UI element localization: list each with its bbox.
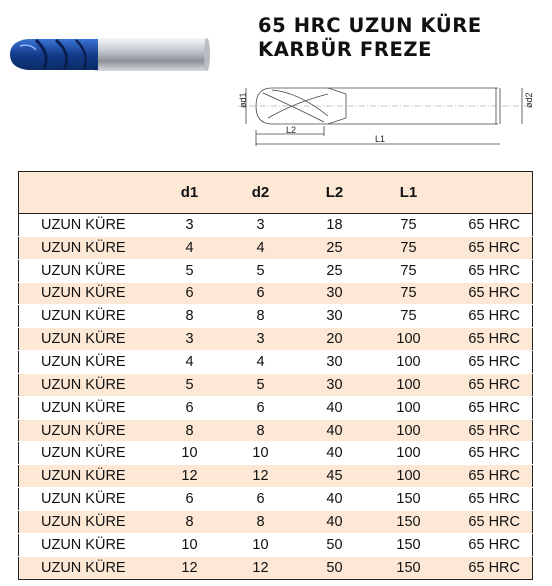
table-row [19, 510, 533, 533]
cell-l2: 30 [297, 305, 373, 328]
table-row [19, 328, 533, 351]
cell-d1: 8 [155, 419, 225, 442]
cell-d2: 10 [225, 533, 297, 556]
table-row [19, 236, 533, 259]
cell-d2: 6 [225, 396, 297, 419]
cell-l2: 40 [297, 488, 373, 511]
cell-d1: 4 [155, 236, 225, 259]
cell-l1: 150 [373, 556, 445, 579]
cell-hardness: 65 HRC [445, 419, 533, 442]
cell-d1: 3 [155, 328, 225, 351]
cell-l2: 40 [297, 396, 373, 419]
table-row [19, 442, 533, 465]
cell-hardness: 65 HRC [445, 396, 533, 419]
end-mill-photo [6, 30, 211, 82]
cell-l1: 100 [373, 396, 445, 419]
cell-d2: 3 [225, 214, 297, 237]
cell-l2: 45 [297, 465, 373, 488]
cell-model: UZUN KÜRE [19, 419, 155, 442]
cell-l2: 25 [297, 259, 373, 282]
cell-l1: 75 [373, 282, 445, 305]
cell-d1: 6 [155, 282, 225, 305]
diagram-d1-label: ød1 [238, 92, 248, 108]
cell-hardness: 65 HRC [445, 236, 533, 259]
diagram-l2-label: L2 [286, 125, 297, 135]
cell-d2: 12 [225, 465, 297, 488]
cell-l1: 100 [373, 419, 445, 442]
cell-l1: 100 [373, 465, 445, 488]
cell-d1: 8 [155, 305, 225, 328]
cell-l2: 50 [297, 533, 373, 556]
cell-d2: 4 [225, 236, 297, 259]
cell-l1: 100 [373, 373, 445, 396]
cell-l2: 40 [297, 442, 373, 465]
cell-model: UZUN KÜRE [19, 488, 155, 511]
diagram-d2-label: ød2 [524, 92, 534, 108]
col-header-d1: d1 [155, 172, 225, 214]
cell-hardness: 65 HRC [445, 282, 533, 305]
cell-d2: 6 [225, 488, 297, 511]
cell-l2: 50 [297, 556, 373, 579]
page-title [258, 14, 482, 62]
cell-d2: 10 [225, 442, 297, 465]
cell-model: UZUN KÜRE [19, 282, 155, 305]
cell-d1: 8 [155, 510, 225, 533]
cell-hardness: 65 HRC [445, 442, 533, 465]
table-row [19, 282, 533, 305]
cell-d1: 6 [155, 488, 225, 511]
col-header-hardness [445, 172, 533, 214]
cell-hardness: 65 HRC [445, 305, 533, 328]
cell-model: UZUN KÜRE [19, 396, 155, 419]
cell-model: UZUN KÜRE [19, 556, 155, 579]
cell-model: UZUN KÜRE [19, 373, 155, 396]
cell-hardness: 65 HRC [445, 488, 533, 511]
cell-model: UZUN KÜRE [19, 259, 155, 282]
cell-hardness: 65 HRC [445, 533, 533, 556]
cell-l2: 30 [297, 351, 373, 374]
table-row [19, 214, 533, 237]
cell-l2: 25 [297, 236, 373, 259]
cell-l1: 100 [373, 328, 445, 351]
cell-model: UZUN KÜRE [19, 442, 155, 465]
col-header-l1: L1 [373, 172, 445, 214]
cell-d1: 5 [155, 259, 225, 282]
title-line-2: KARBÜR FREZE [258, 38, 433, 61]
table-row [19, 373, 533, 396]
table-row [19, 533, 533, 556]
cell-hardness: 65 HRC [445, 328, 533, 351]
cell-l1: 100 [373, 351, 445, 374]
table-row [19, 396, 533, 419]
cell-hardness: 65 HRC [445, 214, 533, 237]
cell-d2: 4 [225, 351, 297, 374]
cell-d2: 5 [225, 373, 297, 396]
spec-table [18, 171, 533, 580]
col-header-d2: d2 [225, 172, 297, 214]
col-header-l2: L2 [297, 172, 373, 214]
cell-l2: 40 [297, 510, 373, 533]
cell-d1: 12 [155, 556, 225, 579]
cell-model: UZUN KÜRE [19, 305, 155, 328]
cell-l1: 150 [373, 488, 445, 511]
cell-model: UZUN KÜRE [19, 236, 155, 259]
table-row [19, 351, 533, 374]
cell-d1: 5 [155, 373, 225, 396]
table-row [19, 465, 533, 488]
table-row [19, 419, 533, 442]
table-row [19, 556, 533, 579]
cell-hardness: 65 HRC [445, 373, 533, 396]
cell-d1: 6 [155, 396, 225, 419]
cell-d2: 12 [225, 556, 297, 579]
cell-d2: 8 [225, 510, 297, 533]
cell-model: UZUN KÜRE [19, 465, 155, 488]
cell-l1: 75 [373, 259, 445, 282]
cell-l1: 75 [373, 214, 445, 237]
cell-l2: 30 [297, 282, 373, 305]
table-row [19, 488, 533, 511]
cell-d2: 5 [225, 259, 297, 282]
cell-hardness: 65 HRC [445, 351, 533, 374]
cell-model: UZUN KÜRE [19, 351, 155, 374]
cell-hardness: 65 HRC [445, 556, 533, 579]
cell-model: UZUN KÜRE [19, 328, 155, 351]
dimension-diagram [228, 74, 538, 154]
cell-l2: 30 [297, 373, 373, 396]
cell-d1: 10 [155, 533, 225, 556]
cell-l1: 75 [373, 305, 445, 328]
cell-l1: 150 [373, 510, 445, 533]
cell-l1: 150 [373, 533, 445, 556]
cell-hardness: 65 HRC [445, 510, 533, 533]
cell-d2: 3 [225, 328, 297, 351]
cell-d1: 4 [155, 351, 225, 374]
cell-hardness: 65 HRC [445, 259, 533, 282]
title-line-1: 65 HRC UZUN KÜRE [258, 14, 482, 37]
cell-d2: 6 [225, 282, 297, 305]
cell-l2: 18 [297, 214, 373, 237]
col-header-model [19, 172, 155, 214]
table-row [19, 305, 533, 328]
cell-model: UZUN KÜRE [19, 214, 155, 237]
cell-d1: 3 [155, 214, 225, 237]
cell-l2: 20 [297, 328, 373, 351]
cell-model: UZUN KÜRE [19, 510, 155, 533]
table-row [19, 259, 533, 282]
cell-model: UZUN KÜRE [19, 533, 155, 556]
table-header-row [19, 172, 533, 214]
cell-hardness: 65 HRC [445, 465, 533, 488]
cell-d2: 8 [225, 305, 297, 328]
cell-d1: 10 [155, 442, 225, 465]
cell-d2: 8 [225, 419, 297, 442]
diagram-l1-label: L1 [375, 134, 386, 144]
cell-l2: 40 [297, 419, 373, 442]
cell-l1: 100 [373, 442, 445, 465]
cell-l1: 75 [373, 236, 445, 259]
cell-d1: 12 [155, 465, 225, 488]
